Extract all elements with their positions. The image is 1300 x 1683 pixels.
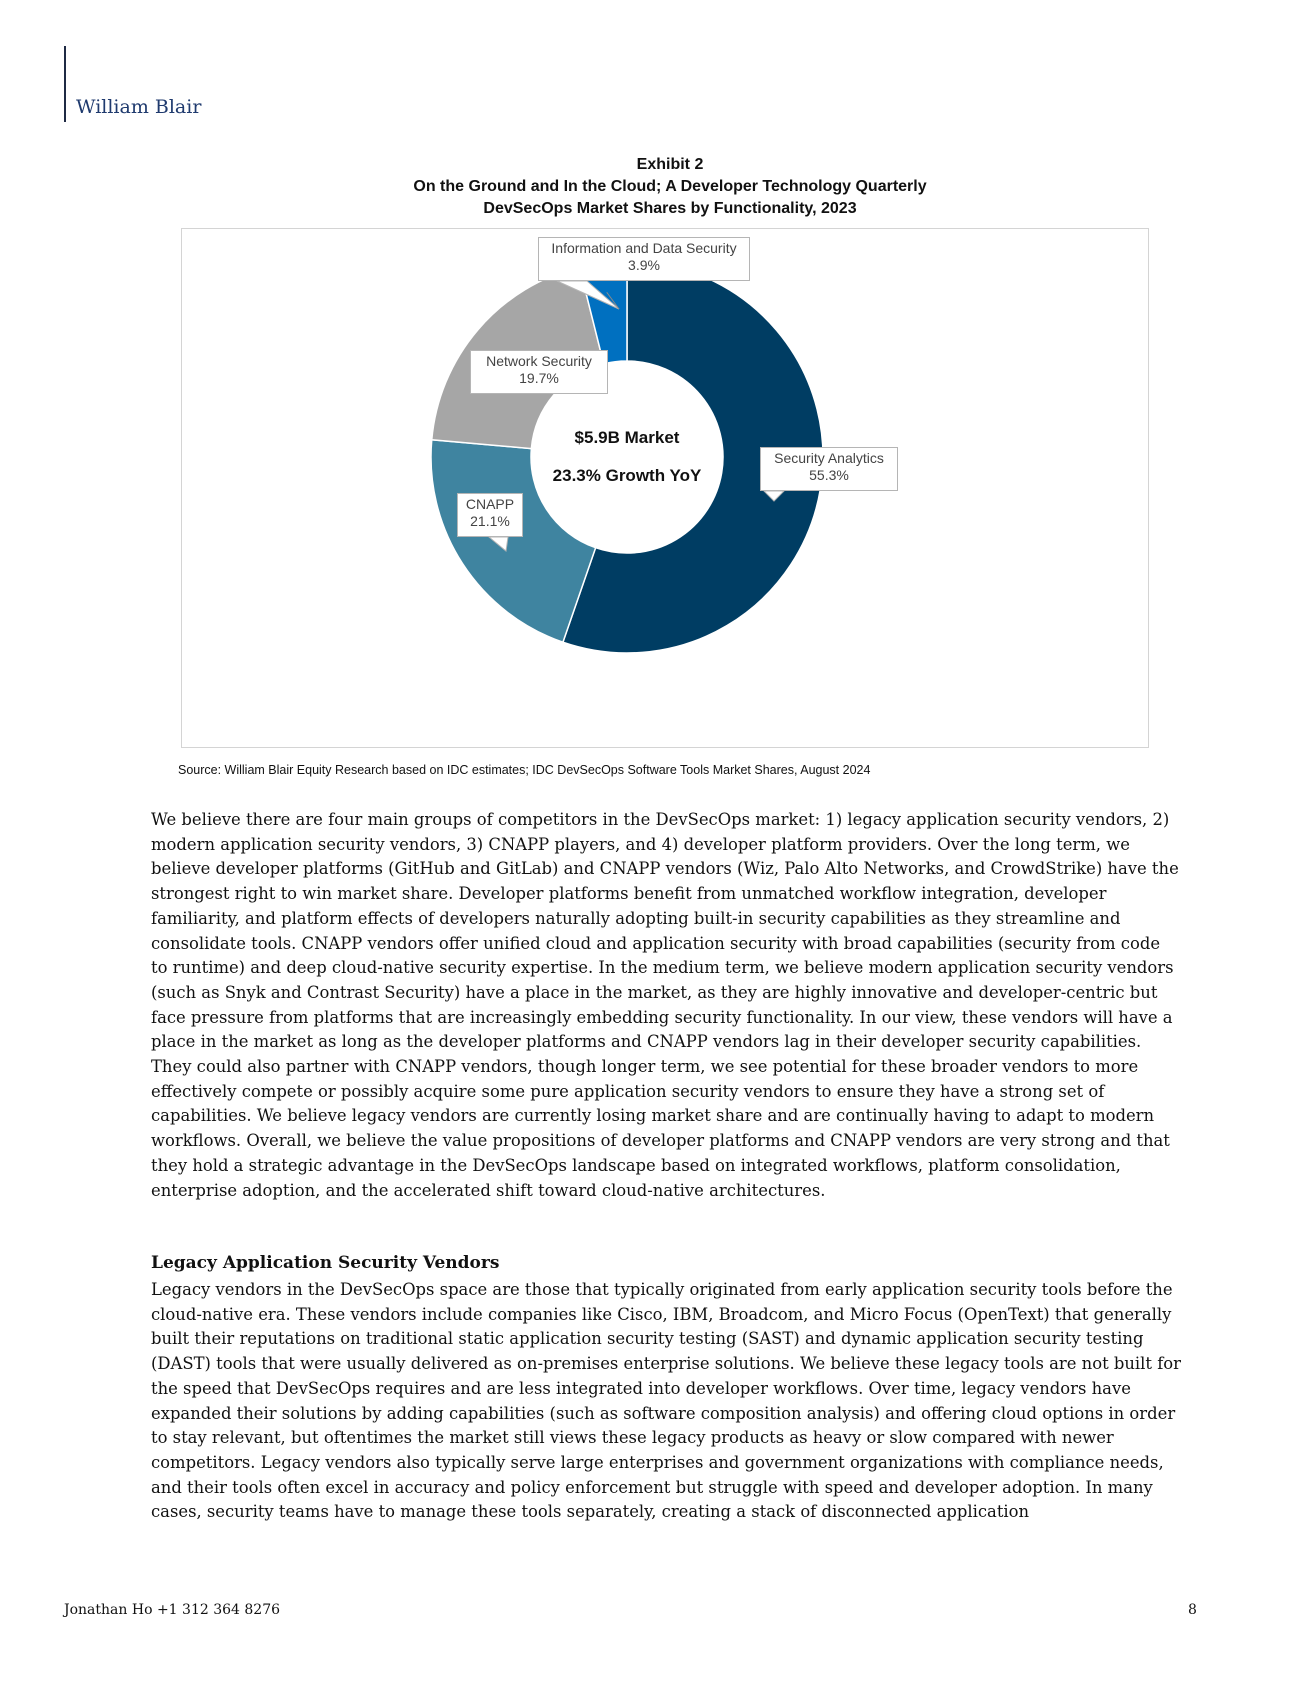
center-growth: 23.3% Growth YoY — [552, 466, 702, 485]
body-paragraph-2: Legacy vendors in the DevSecOps space are those that typically originated from early application security tools before the cloud-native era. These vendors include companies like Cisco, IBM, Broadcom, and Micro Focus (OpenText) that generally built their reputations on traditional static application security testing (SAST) and dynamic application security testing (DAST) tools that were usually delivered as on-premises enterprise solutions. We believe these legacy tools are not built for the speed that DevSecOps requires and are less integrated into developer workflows. Over time, legacy vendors have expanded their solutions by adding capabilities (such as software composition analysis) and offering cloud options in order to stay relevant, but oftentimes the market still views these legacy products as heavy or slow compared with newer competitors. Legacy vendors also typically serve large enterprises and government organizations with compliance needs, and their tools often excel in accuracy and policy enforcement but struggle with speed and developer adoption. In many cases, security teams have to manage these tools separately, creating a stack of disconnected application — [151, 1280, 1181, 1522]
label-info-data-security: Information and Data Security — [551, 240, 737, 256]
callout-network-security — [470, 350, 608, 394]
chart-source: Source: William Blair Equity Research based on IDC estimates; IDC DevSecOps Software Tools Market Shares, August 2024 — [178, 763, 871, 777]
value-cnapp: 21.1% — [470, 513, 510, 529]
label-security-analytics: Security Analytics — [774, 450, 884, 466]
brand-name: William Blair — [76, 96, 202, 118]
exhibit-title: DevSecOps Market Shares by Functionality, 2023 — [483, 200, 857, 217]
callout-info-data-security — [538, 237, 750, 281]
exhibit-publication: On the Ground and In the Cloud; A Developer Technology Quarterly — [413, 178, 927, 195]
page-number: 8 — [1188, 1602, 1197, 1618]
callout-cnapp — [457, 493, 523, 537]
callout-security-analytics — [760, 447, 898, 491]
body-paragraph-1: We believe there are four main groups of competitors in the DevSecOps market: 1) legacy application security vendors, 2) modern application security vendors, 3) CNAPP players, and 4) developer platform providers. Over the long term, we believe developer platforms (GitHub and GitLab) and CNAPP vendors (Wiz, Palo Alto Networks, and CrowdStrike) have the strongest right to win market share. Developer platforms benefit from unmatched workflow integration, developer familiarity, and platform effects of developers naturally adopting built-in security capabilities as they streamline and consolidate tools. CNAPP vendors offer unified cloud and application security with broad capabilities (security from code to runtime) and deep cloud-native security expertise. In the medium term, we believe modern application security vendors (such as Snyk and Contrast Security) have a place in the market, as they are highly innovative and developer-centric but face pressure from platforms that are increasingly embedding security functionality. In our view, these vendors will have a place in the market as long as the developer platforms and CNAPP vendors lag in their developer security capabilities. They could also partner with CNAPP vendors, though longer term, we see potential for these broader vendors to more effectively compete or possibly acquire some pure application security vendors to ensure they have a strong set of capabilities. We believe legacy vendors are currently losing market share and are continually having to adapt to modern workflows. Overall, we believe the value propositions of developer platforms and CNAPP vendors are very strong and that they hold a strategic advantage in the DevSecOps landscape based on integrated workflows, platform consolidation, enterprise adoption, and the accelerated shift toward cloud-native architectures. — [151, 810, 1179, 1200]
section-heading: Legacy Application Security Vendors — [151, 1253, 500, 1273]
label-network-security: Network Security — [486, 353, 592, 369]
label-cnapp: CNAPP — [465, 496, 515, 512]
center-market-size: $5.9B Market — [574, 428, 680, 447]
value-info-data-security: 3.9% — [628, 257, 660, 273]
header-rule — [64, 46, 66, 122]
footer-author: Jonathan Ho +1 312 364 8276 — [64, 1602, 281, 1618]
exhibit-heading — [180, 154, 1160, 220]
donut-chart — [182, 229, 1150, 749]
value-network-security: 19.7% — [519, 370, 559, 386]
chart-frame — [181, 228, 1149, 748]
value-security-analytics: 55.3% — [809, 467, 849, 483]
exhibit-number: Exhibit 2 — [636, 156, 704, 173]
